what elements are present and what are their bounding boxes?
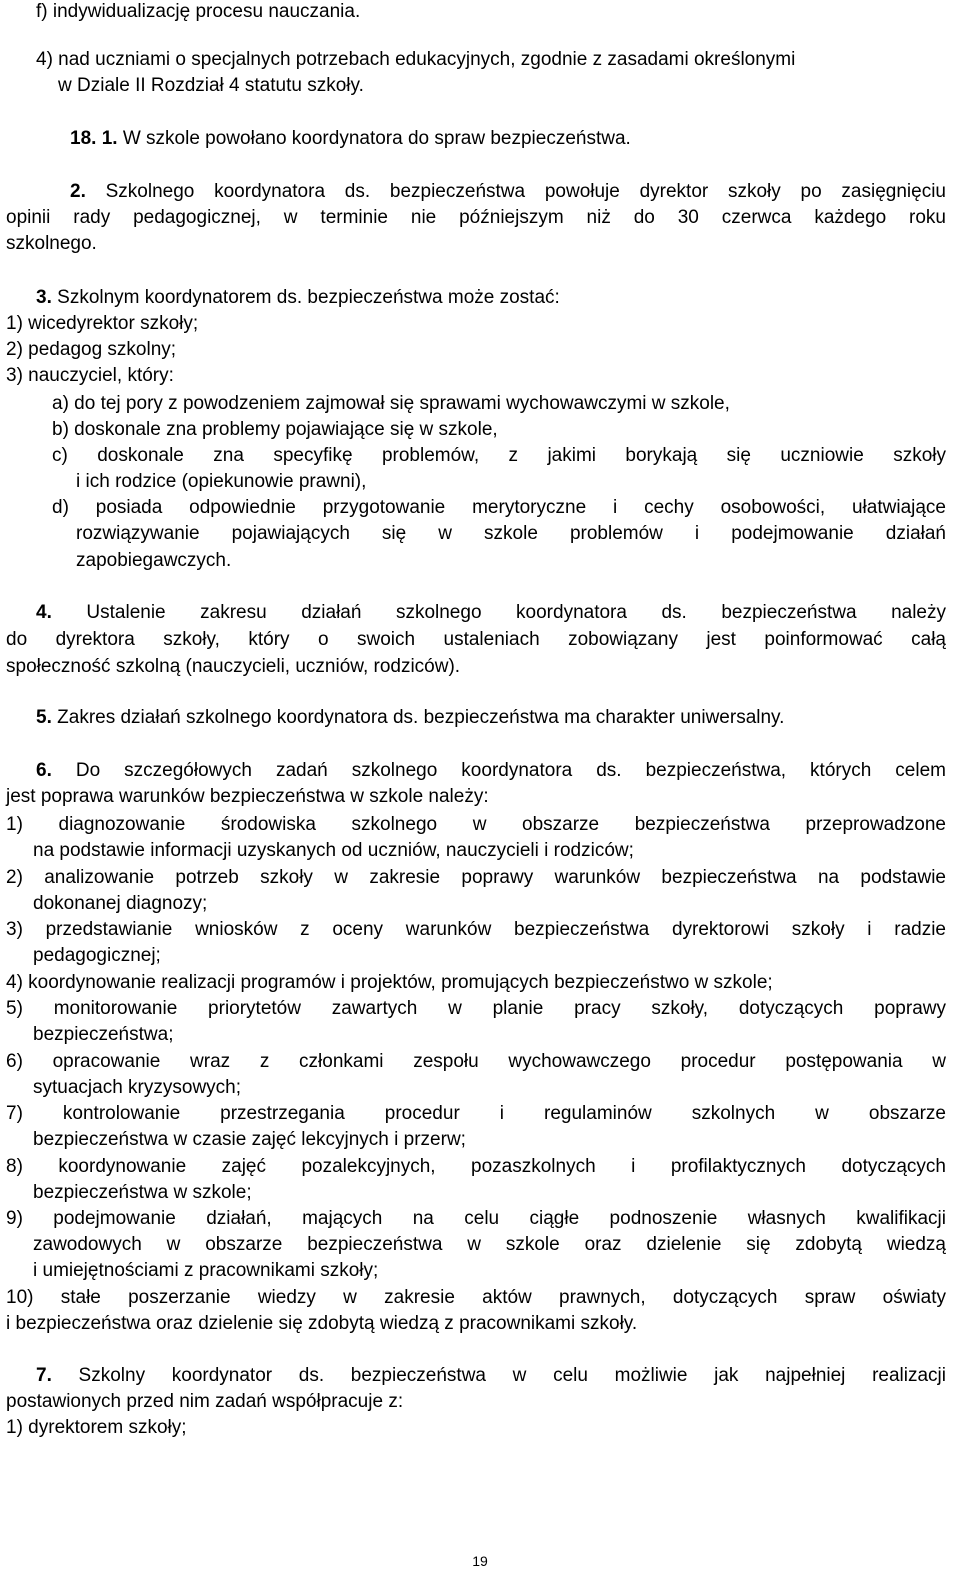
line-text: 1) diagnozowanie środowiska szkolnego w obszarze bezpieczeństwa przeprowadzone bbox=[6, 814, 946, 835]
text-line bbox=[6, 655, 460, 679]
line-text: 7) kontrolowanie przestrzegania procedur i regulaminów szkolnych w obszarze bbox=[6, 1103, 946, 1124]
text-line bbox=[36, 601, 946, 625]
line-text: W szkole powołano koordynatora do spraw bezpieczeństwa. bbox=[122, 128, 631, 149]
text-line bbox=[6, 338, 176, 362]
line-text: f) indywidualizację procesu nauczania. bbox=[36, 1, 361, 22]
text-line bbox=[76, 549, 231, 573]
section-number: 4. bbox=[36, 602, 52, 623]
line-text: zawodowych w obszarze bezpieczeństwa w szkole oraz dzielenie się zdobytą wiedzą bbox=[33, 1234, 946, 1255]
line-text: 5) monitorowanie priorytetów zawartych w planie pracy szkoły, dotyczących poprawy bbox=[6, 998, 946, 1019]
text-line bbox=[33, 1259, 378, 1283]
line-text: szkolnego. bbox=[6, 233, 97, 254]
text-line bbox=[6, 1390, 403, 1414]
text-line bbox=[36, 706, 784, 730]
line-text: 2) analizowanie potrzeb szkoły w zakresie poprawy warunków bezpieczeństwa na podstawie bbox=[6, 867, 946, 888]
text-line bbox=[6, 918, 946, 942]
line-text: dokonanej diagnozy; bbox=[33, 893, 208, 914]
line-text: 10) stałe poszerzanie wiedzy w zakresie aktów prawnych, dotyczących spraw oświaty bbox=[6, 1287, 946, 1308]
text-line bbox=[33, 1181, 252, 1205]
text-line bbox=[6, 1102, 946, 1126]
line-text: postawionych przed nim zadań współpracuje z: bbox=[6, 1391, 404, 1412]
text-line bbox=[52, 392, 730, 416]
line-text: c) doskonale zna specyfikę problemów, z jakimi borykają się uczniowie szkoły bbox=[52, 445, 946, 466]
line-text: społeczność szkolną (nauczycieli, uczniów, rodziców). bbox=[6, 656, 461, 677]
line-text: sytuacjach kryzysowych; bbox=[33, 1077, 242, 1098]
section-number: 7. bbox=[36, 1365, 52, 1386]
line-text: do dyrektora szkoły, który o swoich ustaleniach zobowiązany jest poinformować całą bbox=[6, 629, 946, 650]
section-number: 2. bbox=[70, 181, 86, 202]
text-line bbox=[6, 206, 946, 230]
text-line bbox=[6, 628, 946, 652]
line-text: bezpieczeństwa; bbox=[33, 1024, 174, 1045]
text-line bbox=[36, 0, 360, 24]
text-line bbox=[6, 1155, 946, 1179]
text-line bbox=[6, 1312, 637, 1336]
line-text: 6) opracowanie wraz z członkami zespołu wychowawczego procedur postępowania w bbox=[6, 1051, 946, 1072]
line-text: pedagogicznej; bbox=[33, 945, 161, 966]
text-line bbox=[6, 997, 946, 1021]
line-text: 1) wicedyrektor szkoły; bbox=[6, 313, 199, 334]
text-line bbox=[33, 1076, 241, 1100]
text-line bbox=[6, 1286, 946, 1310]
text-line bbox=[6, 312, 198, 336]
line-text: a) do tej pory z powodzeniem zajmował się sprawami wychowawczymi w szkole, bbox=[52, 393, 730, 414]
line-text: 9) podejmowanie działań, mających na celu ciągłe podnoszenie własnych kwalifikacji bbox=[6, 1208, 946, 1229]
line-text: 3) nauczyciel, który: bbox=[6, 365, 174, 386]
text-line bbox=[6, 1050, 946, 1074]
line-text: i bezpieczeństwa oraz dzielenie się zdobytą wiedzą z pracownikami szkoły. bbox=[6, 1313, 638, 1334]
line-text: d) posiada odpowiednie przygotowanie merytoryczne i cechy osobowości, ułatwiające bbox=[52, 497, 946, 518]
line-text: opinii rady pedagogicznej, w terminie nie późniejszym niż do 30 czerwca każdego roku bbox=[6, 207, 946, 228]
section-number: 5. bbox=[36, 707, 52, 728]
line-text: 3) przedstawianie wniosków z oceny warunków bezpieczeństwa dyrektorowi szkoły i radzie bbox=[6, 919, 946, 940]
line-text: rozwiązywanie pojawiających się w szkole problemów i podejmowanie działań bbox=[76, 523, 946, 544]
text-line bbox=[33, 839, 634, 863]
text-line bbox=[52, 444, 946, 468]
text-line bbox=[6, 971, 773, 995]
line-text: bezpieczeństwa w czasie zajęć lekcyjnych i przerw; bbox=[33, 1129, 466, 1150]
text-line bbox=[36, 759, 946, 783]
text-line bbox=[52, 418, 498, 442]
line-text: i ich rodzice (opiekunowie prawni), bbox=[76, 471, 367, 492]
text-line bbox=[70, 180, 946, 204]
text-line bbox=[6, 1207, 946, 1231]
text-line bbox=[6, 364, 174, 388]
section-number: 6. bbox=[36, 760, 52, 781]
text-line bbox=[33, 892, 207, 916]
line-text: 4) koordynowanie realizacji programów i projektów, promujących bezpieczeństwo w szkole; bbox=[6, 972, 773, 993]
text-line bbox=[6, 785, 489, 809]
text-line bbox=[6, 1416, 187, 1440]
line-text: Szkolnym koordynatorem ds. bezpieczeństwa może zostać: bbox=[57, 287, 560, 308]
line-text: 1) dyrektorem szkoły; bbox=[6, 1417, 187, 1438]
text-line bbox=[6, 813, 946, 837]
line-text: Szkolny koordynator ds. bezpieczeństwa w celu możliwie jak najpełniej realizacji bbox=[78, 1365, 946, 1386]
text-line bbox=[36, 1364, 946, 1388]
text-line bbox=[6, 866, 946, 890]
line-text: 4) nad uczniami o specjalnych potrzebach edukacyjnych, zgodnie z zasadami określonymi bbox=[36, 49, 796, 70]
line-text: Zakres działań szkolnego koordynatora ds. bezpieczeństwa ma charakter uniwersalny. bbox=[57, 707, 785, 728]
page-number: 19 bbox=[472, 1553, 488, 1569]
line-text: 8) koordynowanie zajęć pozalekcyjnych, pozaszkolnych i profilaktycznych dotyczących bbox=[6, 1156, 946, 1177]
text-line bbox=[6, 232, 97, 256]
line-text: 2) pedagog szkolny; bbox=[6, 339, 177, 360]
text-line bbox=[58, 74, 364, 98]
line-text: zapobiegawczych. bbox=[76, 550, 232, 571]
line-text: jest poprawa warunków bezpieczeństwa w szkole należy: bbox=[6, 786, 489, 807]
text-line bbox=[33, 1128, 466, 1152]
line-text: bezpieczeństwa w szkole; bbox=[33, 1182, 252, 1203]
section-number: 3. bbox=[36, 287, 52, 308]
text-line bbox=[70, 127, 631, 151]
section-number: 18. 1. bbox=[70, 128, 118, 149]
text-line bbox=[33, 944, 161, 968]
line-text: b) doskonale zna problemy pojawiające się w szkole, bbox=[52, 419, 498, 440]
text-line bbox=[33, 1023, 173, 1047]
line-text: i umiejętnościami z pracownikami szkoły; bbox=[33, 1260, 379, 1281]
line-text: Ustalenie zakresu działań szkolnego koordynatora ds. bezpieczeństwa należy bbox=[86, 602, 946, 623]
line-text: w Dziale II Rozdział 4 statutu szkoły. bbox=[58, 75, 364, 96]
text-line bbox=[76, 522, 946, 546]
line-text: Do szczegółowych zadań szkolnego koordynatora ds. bezpieczeństwa, których celem bbox=[75, 760, 946, 781]
line-text: Szkolnego koordynatora ds. bezpieczeństwa powołuje dyrektor szkoły po zasięgnięciu bbox=[105, 181, 947, 202]
line-text: na podstawie informacji uzyskanych od uczniów, nauczycieli i rodziców; bbox=[33, 840, 634, 861]
text-line bbox=[52, 496, 946, 520]
text-line bbox=[76, 470, 366, 494]
text-line bbox=[36, 286, 560, 310]
text-line bbox=[33, 1233, 946, 1257]
text-line bbox=[36, 48, 795, 72]
